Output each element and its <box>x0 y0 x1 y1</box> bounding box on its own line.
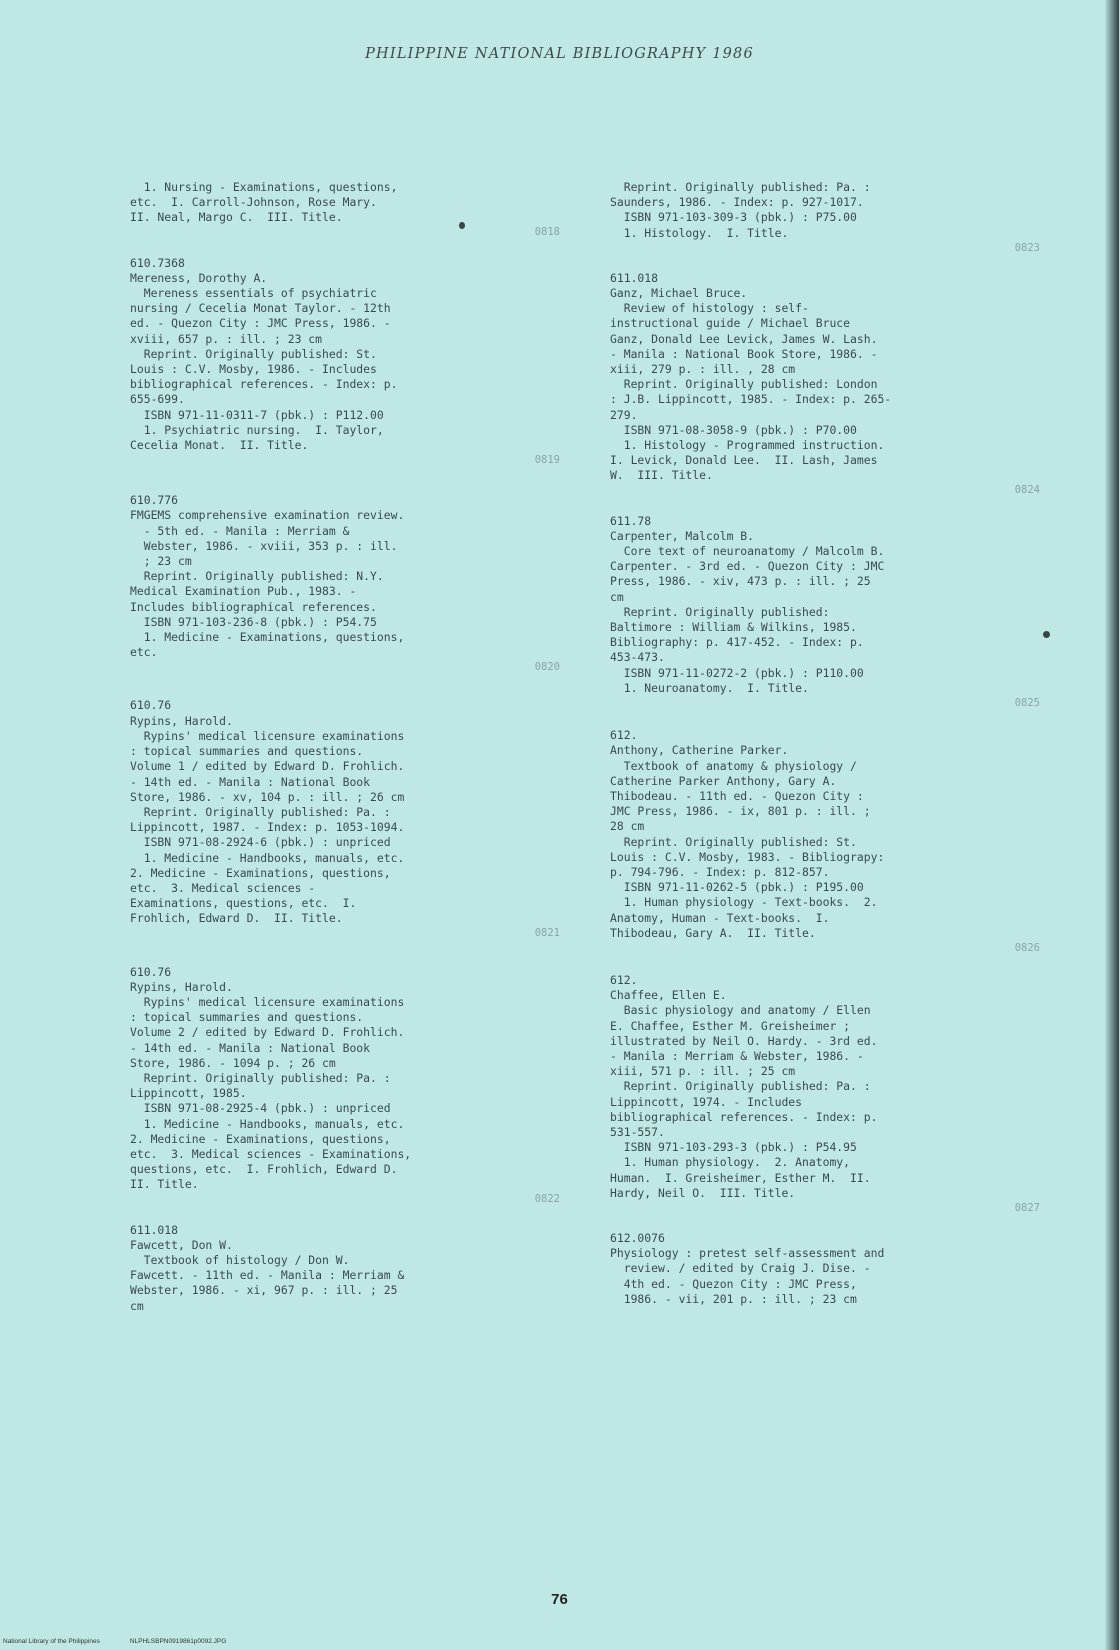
entry-line: Cecelia Monat. II. Title. <box>130 438 309 453</box>
entry-line: 1. Medicine - Handbooks, manuals, etc. <box>130 1116 405 1131</box>
entry-line: Catherine Parker Anthony, Gary A. <box>610 773 837 788</box>
scan-footer <box>3 1638 256 1645</box>
entry-line: 655-699. <box>130 392 185 407</box>
entry-line: Thibodeau. - 11th ed. - Quezon City : <box>610 788 864 803</box>
entry-line: - Manila : National Book Store, 1986. - <box>610 346 878 361</box>
entry-line: illustrated by Neil O. Hardy. - 3rd ed. <box>610 1033 878 1048</box>
entry-line: Volume 1 / edited by Edward D. Frohlich. <box>130 759 405 774</box>
entry-line: 612. <box>610 728 638 743</box>
entry-line: 611.018 <box>130 1222 179 1237</box>
entry-line: E. Chaffee, Esther M. Greisheimer ; <box>610 1018 851 1033</box>
bibliographic-entry <box>130 493 560 674</box>
entry-line: Bibliography: p. 417-452. - Index: p. <box>610 635 864 650</box>
entry-line: Rypins' medical licensure examinations <box>130 994 405 1009</box>
entry-line: Includes bibliographical references. <box>130 599 377 614</box>
entry-line: questions, etc. I. Frohlich, Edward D. <box>130 1162 398 1177</box>
bibliographic-entry <box>610 513 1040 709</box>
entry-line: Core text of neuroanatomy / Malcolm B. <box>610 544 885 559</box>
entry-line: ISBN 971-08-2925-4 (pbk.) : unpriced <box>130 1101 391 1116</box>
entry-line: I. Levick, Donald Lee. II. Lash, James <box>610 453 878 468</box>
entry-line: Reprint. Originally published: St. <box>130 346 377 361</box>
entry-line: - 5th ed. - Manila : Merriam & <box>130 523 350 538</box>
entry-line: Thibodeau, Gary A. II. Title. <box>610 925 816 940</box>
entry-line: Lippincott, 1974. - Includes <box>610 1094 803 1109</box>
page-number: 76 <box>551 1591 568 1608</box>
entry-line: II. Neal, Margo C. III. Title. <box>130 210 343 225</box>
bibliographic-entry <box>610 1231 1040 1307</box>
entry-line: p. 794-796. - Index: p. 812-857. <box>610 864 830 879</box>
entry-line: Hardy, Neil O. III. Title. <box>610 1185 796 1200</box>
entry-line: II. Title. <box>130 1177 199 1192</box>
entry-number: 0818 <box>534 226 560 239</box>
entry-number: 0820 <box>534 661 560 674</box>
entry-line: ISBN 971-11-0272-2 (pbk.) : P110.00 <box>610 665 864 680</box>
entry-line: 2. Medicine - Examinations, questions, <box>130 865 391 880</box>
entry-line: FMGEMS comprehensive examination review. <box>130 508 405 523</box>
entry-line: Fawcett. - 11th ed. - Manila : Merriam & <box>130 1268 405 1283</box>
bibliographic-entry <box>610 728 1040 954</box>
entry-line: Anatomy, Human - Text-books. I. <box>610 910 830 925</box>
entry-line: JMC Press, 1986. - ix, 801 p. : ill. ; <box>610 804 871 819</box>
entry-line: 28 cm <box>610 819 645 834</box>
entry-line: Reprint. Originally published: London <box>610 377 878 392</box>
entry-line: ISBN 971-11-0311-7 (pbk.) : P112.00 <box>130 407 384 422</box>
entry-line: Baltimore : William & Wilkins, 1985. <box>610 620 857 635</box>
footer-library: National Library of the Philippines <box>3 1638 100 1645</box>
entry-line: Reprint. Originally published: N.Y. <box>130 569 384 584</box>
entry-line: W. III. Title. <box>610 468 713 483</box>
scan-edge-shadow <box>1105 0 1119 1650</box>
entry-line: Carpenter. - 3rd ed. - Quezon City : JMC <box>610 559 885 574</box>
entry-line: bibliographical references. - Index: p. <box>610 1109 878 1124</box>
entry-line: : topical summaries and questions. <box>130 744 364 759</box>
entry-line: 1. Medicine - Handbooks, manuals, etc. <box>130 850 405 865</box>
entry-number: 0824 <box>1014 484 1040 497</box>
bibliographic-entry <box>130 255 560 467</box>
entry-line: 1. Histology. I. Title. <box>610 225 789 240</box>
left-column <box>130 150 560 1314</box>
entry-line: ed. - Quezon City : JMC Press, 1986. - <box>130 316 391 331</box>
entry-line: Saunders, 1986. - Index: p. 927-1017. <box>610 195 864 210</box>
entry-line: Mereness essentials of psychiatric <box>130 286 377 301</box>
entry-line: 2. Medicine - Examinations, questions, <box>130 1131 391 1146</box>
entry-line: Medical Examination Pub., 1983. - <box>130 584 357 599</box>
entry-line: Ganz, Donald Lee Levick, James W. Lash. <box>610 331 878 346</box>
entry-line: 1. Nursing - Examinations, questions, <box>130 180 398 194</box>
entry-line: Rypins, Harold. <box>130 979 233 994</box>
entry-line: 1. Psychiatric nursing. I. Taylor, <box>130 422 384 437</box>
bibliographic-entry <box>610 972 1040 1214</box>
entry-line: 1. Medicine - Examinations, questions, <box>130 630 405 645</box>
entry-line: instructional guide / Michael Bruce <box>610 316 851 331</box>
entry-line: Rypins, Harold. <box>130 713 233 728</box>
entry-line: Basic physiology and anatomy / Ellen <box>610 1003 871 1018</box>
entry-line: etc. <box>130 645 158 660</box>
entry-line: Reprint. Originally published: Pa. : <box>610 180 871 194</box>
entry-number: 0822 <box>534 1193 560 1206</box>
entry-line: 453-473. <box>610 650 665 665</box>
entry-line: 1. Histology - Programmed instruction. <box>610 438 885 453</box>
entry-line: xiii, 571 p. : ill. ; 25 cm <box>610 1064 796 1079</box>
entry-number: 0826 <box>1014 941 1040 954</box>
bibliographic-entry <box>610 270 1040 497</box>
entry-line: cm <box>130 1298 144 1313</box>
entry-line: Human. I. Greisheimer, Esther M. II. <box>610 1170 871 1185</box>
entry-line: Textbook of histology / Don W. <box>130 1252 350 1267</box>
entry-line: Lippincott, 1987. - Index: p. 1053-1094. <box>130 820 405 835</box>
entry-line: 611.018 <box>610 270 659 285</box>
entry-line: Fawcett, Don W. <box>130 1237 233 1252</box>
entry-line: bibliographical references. - Index: p. <box>130 377 398 392</box>
entry-line: Louis : C.V. Mosby, 1983. - Bibliograpy: <box>610 849 885 864</box>
entry-line: xiii, 279 p. : ill. , 28 cm <box>610 362 796 377</box>
entry-line: Louis : C.V. Mosby, 1986. - Includes <box>130 362 377 377</box>
page-header: PHILIPPINE NATIONAL BIBLIOGRAPHY 1986 <box>365 46 754 62</box>
entry-line: Reprint. Originally published: Pa. : <box>130 1070 391 1085</box>
entry-line: 531-557. <box>610 1124 665 1139</box>
entry-line: Chaffee, Ellen E. <box>610 988 727 1003</box>
entry-line: ISBN 971-08-2924-6 (pbk.) : unpriced <box>130 835 391 850</box>
entry-line: - 14th ed. - Manila : National Book <box>130 774 371 789</box>
entry-line: Reprint. Originally published: <box>610 604 830 619</box>
entry-line: ISBN 971-08-3058-9 (pbk.) : P70.00 <box>610 422 857 437</box>
entry-number: 0821 <box>534 927 560 940</box>
entry-line: Textbook of anatomy & physiology / <box>610 758 857 773</box>
entry-line: Carpenter, Malcolm B. <box>610 528 755 543</box>
entry-line: etc. I. Carroll-Johnson, Rose Mary. <box>130 195 377 210</box>
entry-line: etc. 3. Medical sciences - Examinations, <box>130 1146 412 1161</box>
entry-line: Ganz, Michael Bruce. <box>610 286 748 301</box>
entry-line: ISBN 971-103-236-8 (pbk.) : P54.75 <box>130 614 377 629</box>
entry-line: xviii, 657 p. : ill. ; 23 cm <box>130 331 323 346</box>
entry-line: - Manila : Merriam & Webster, 1986. - <box>610 1048 864 1063</box>
scan-speck <box>1043 631 1050 638</box>
entry-line: 610.7368 <box>130 255 185 270</box>
entry-line: ISBN 971-103-293-3 (pbk.) : P54.95 <box>610 1140 857 1155</box>
entry-line: 1. Human physiology - Text-books. 2. <box>610 895 878 910</box>
entry-line: Press, 1986. - xiv, 473 p. : ill. ; 25 <box>610 574 871 589</box>
entry-line: 610.776 <box>130 493 179 508</box>
bibliographic-entry <box>130 964 560 1206</box>
entry-line: : topical summaries and questions. <box>130 1010 364 1025</box>
entry-line: Reprint. Originally published: Pa. : <box>130 804 391 819</box>
bibliographic-entry <box>130 180 560 239</box>
entry-line: Mereness, Dorothy A. <box>130 270 268 285</box>
entry-line: 1986. - vii, 201 p. : ill. ; 23 cm <box>610 1291 857 1306</box>
entry-line: 612. <box>610 972 638 987</box>
entry-line: Volume 2 / edited by Edward D. Frohlich. <box>130 1025 405 1040</box>
entry-line: Rypins' medical licensure examinations <box>130 728 405 743</box>
entry-line: Store, 1986. - xv, 104 p. : ill. ; 26 cm <box>130 789 405 804</box>
entry-line: : J.B. Lippincott, 1985. - Index: p. 265- <box>610 392 892 407</box>
bibliographic-entry <box>610 180 1040 254</box>
entry-line: ISBN 971-11-0262-5 (pbk.) : P195.00 <box>610 880 864 895</box>
entry-line: Store, 1986. - 1094 p. ; 26 cm <box>130 1055 336 1070</box>
entry-line: 610.76 <box>130 964 172 979</box>
entry-number: 0823 <box>1014 241 1040 254</box>
entry-line: - 14th ed. - Manila : National Book <box>130 1040 371 1055</box>
entry-number: 0827 <box>1014 1201 1040 1214</box>
entry-line: Review of histology : self- <box>610 301 809 316</box>
entry-line: ISBN 971-103-309-3 (pbk.) : P75.00 <box>610 210 857 225</box>
scan-speck <box>459 222 465 229</box>
entry-line: Anthony, Catherine Parker. <box>610 743 789 758</box>
entry-line: 612.0076 <box>610 1230 665 1245</box>
footer-file: NLPHLSBPN0919861p0092.JPG <box>129 1638 227 1645</box>
entry-line: etc. 3. Medical sciences - <box>130 880 316 895</box>
bibliographic-entry <box>130 698 560 940</box>
bibliographic-entry <box>130 1223 560 1314</box>
entry-line: 1. Human physiology. 2. Anatomy, <box>610 1155 851 1170</box>
entry-line: 610.76 <box>130 698 172 713</box>
entry-line: Physiology : pretest self-assessment and <box>610 1246 885 1261</box>
right-column <box>610 150 1040 1307</box>
entry-line: Reprint. Originally published: Pa. : <box>610 1079 871 1094</box>
entry-line: review. / edited by Craig J. Dise. - <box>610 1261 871 1276</box>
entry-line: 611.78 <box>610 513 652 528</box>
entry-line: 1. Neuroanatomy. I. Title. <box>610 680 809 695</box>
entry-line: Webster, 1986. - xi, 967 p. : ill. ; 25 <box>130 1283 398 1298</box>
entry-line: nursing / Cecelia Monat Taylor. - 12th <box>130 301 391 316</box>
entry-line: Lippincott, 1985. <box>130 1086 247 1101</box>
entry-line: cm <box>610 589 624 604</box>
entry-line: ; 23 cm <box>130 554 192 569</box>
entry-line: Webster, 1986. - xviii, 353 p. : ill. <box>130 538 398 553</box>
entry-line: 279. <box>610 407 638 422</box>
entry-number: 0819 <box>534 454 560 467</box>
entry-line: 4th ed. - Quezon City : JMC Press, <box>610 1276 857 1291</box>
entry-line: Frohlich, Edward D. II. Title. <box>130 911 343 926</box>
entry-line: Examinations, questions, etc. I. <box>130 896 357 911</box>
entry-number: 0825 <box>1014 696 1040 709</box>
entry-line: Reprint. Originally published: St. <box>610 834 857 849</box>
